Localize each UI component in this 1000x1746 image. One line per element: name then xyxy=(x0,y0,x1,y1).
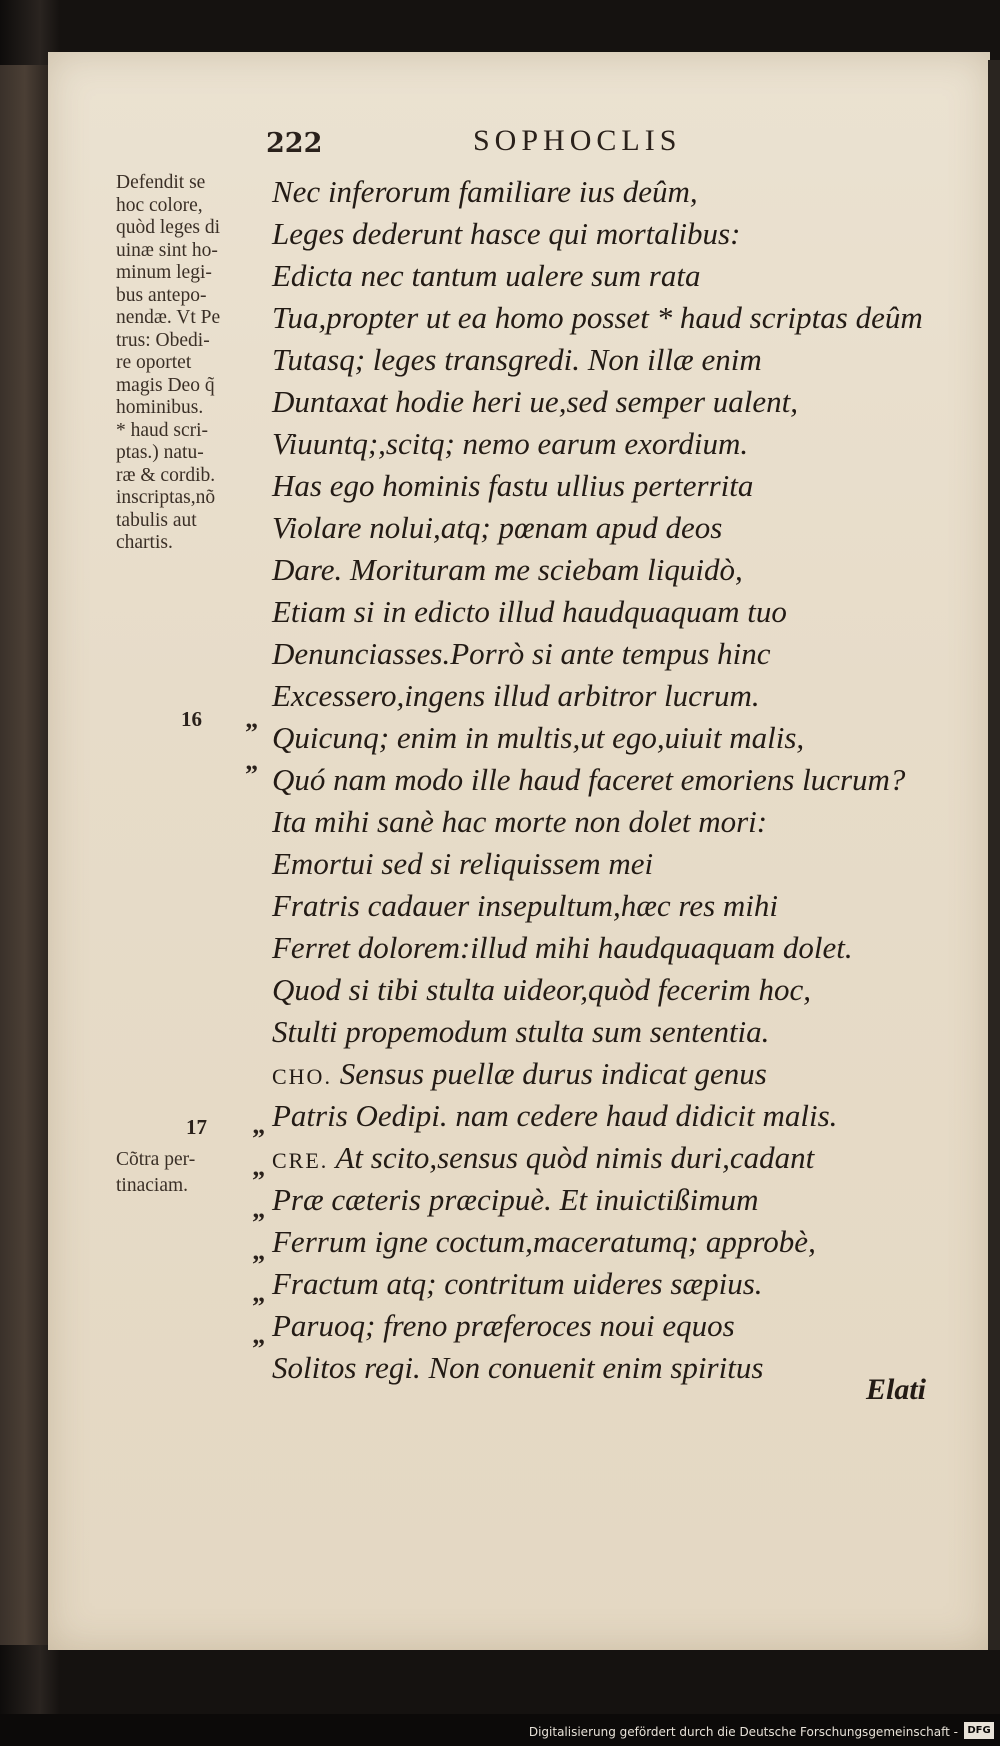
verse-line: Denunciasses.Porrò si ante tempus hinc xyxy=(272,636,771,671)
dfg-logo: DFG xyxy=(964,1722,994,1739)
margin-note-line: tabulis aut xyxy=(116,509,197,531)
line-number-16: 16 xyxy=(181,707,202,731)
verse-line: Ferrum igne coctum,maceratumq; approbè, xyxy=(272,1224,816,1259)
margin-note-line: * haud scri- xyxy=(116,419,209,441)
margin-note-pertinacity xyxy=(116,1147,256,1199)
speaker-label: CRE. xyxy=(272,1148,329,1173)
verse-line: Quod si tibi stulta uideor,quòd fecerim hoc, xyxy=(272,972,812,1007)
verse-line: Dare. Morituram me sciebam liquidò, xyxy=(272,552,743,587)
margin-note-line: chartis. xyxy=(116,532,173,553)
margin-note-line: Cõtra per- xyxy=(116,1149,196,1170)
verse-line: Viuuntq;,scitq; nemo earum exordium. xyxy=(272,426,749,461)
quote-mark: ” xyxy=(252,1292,265,1321)
running-head: SOPHOCLIS xyxy=(473,124,682,157)
verse-line: Fratris cadauer insepultum,hæc res mihi xyxy=(272,888,779,923)
line-number-17: 17 xyxy=(186,1115,207,1139)
verse-line: Ferret dolorem:illud mihi haudquaquam dolet. xyxy=(272,930,853,965)
catchword: Elati xyxy=(866,1373,927,1406)
margin-note-line: nendæ. Vt Pe xyxy=(116,307,221,328)
funding-notice: Digitalisierung gefördert durch die Deutsche Forschungsgemeinschaft - xyxy=(528,1725,958,1739)
page-number: 222 xyxy=(266,128,323,159)
quote-mark: ” xyxy=(252,1334,265,1363)
margin-note-line: magis Deo q̃ xyxy=(116,374,215,396)
verse-line-creon xyxy=(272,1137,952,1182)
margin-note-line: Defendit se xyxy=(116,172,206,193)
verse-line: Excessero,ingens illud arbitror lucrum. xyxy=(272,678,760,713)
margin-note-line: bus antepo- xyxy=(116,284,207,306)
page-header xyxy=(0,124,1000,168)
verse-line: Edicta nec tantum ualere sum rata xyxy=(272,258,701,293)
verse-line: Tutasq; leges transgredi. Non illæ enim xyxy=(272,342,762,377)
quote-mark: ” xyxy=(252,1124,265,1153)
margin-note-line: re oportet xyxy=(116,352,192,373)
verse-text: Sensus puellæ durus indicat genus xyxy=(339,1056,767,1091)
verse-line-chorus xyxy=(272,1053,952,1098)
margin-note-line: minum legi- xyxy=(116,262,212,283)
verse-line: Quicunq; enim in multis,ut ego,uiuit malis, xyxy=(272,720,805,755)
book-spine xyxy=(0,65,50,1645)
verse-text: At scito,sensus quòd nimis duri,cadant xyxy=(335,1140,815,1175)
verse-line: Emortui sed si reliquissem mei xyxy=(272,846,654,881)
quote-mark: ” xyxy=(252,1208,265,1237)
verse-line: Fractum atq; contritum uideres sæpius. xyxy=(272,1266,763,1301)
speaker-label: CHO. xyxy=(272,1064,332,1089)
margin-note-line: quòd leges di xyxy=(116,217,220,238)
margin-note-line: hominibus. xyxy=(116,397,204,418)
margin-note-line: inscriptas,nõ xyxy=(116,487,216,508)
margin-note-defense xyxy=(116,172,276,555)
verse-line: Stulti propemodum stulta sum sententia. xyxy=(272,1014,770,1049)
margin-note-line: uinæ sint ho- xyxy=(116,239,218,261)
margin-note-line: tinaciam. xyxy=(116,1175,189,1196)
margin-note-line: trus: Obedi- xyxy=(116,329,210,351)
quote-mark: ” xyxy=(252,1166,265,1195)
verse-line: Duntaxat hodie heri ue,sed semper ualent, xyxy=(272,384,799,419)
verse-line: Etiam si in edicto illud haudquaquam tuo xyxy=(272,594,787,629)
margin-note-line: ræ & cordib. xyxy=(116,464,216,486)
quote-mark: ” xyxy=(245,760,258,789)
verse-line: Paruoq; freno præferoces noui equos xyxy=(272,1308,735,1343)
verse-line: Tua,propter ut ea homo posset * haud scriptas deûm xyxy=(272,300,923,335)
margin-note-line: ptas.) natu- xyxy=(116,442,204,463)
verse-line: Quó nam modo ille haud faceret emoriens lucrum? xyxy=(272,762,906,797)
verse-line: Solitos regi. Non conuenit enim spiritus xyxy=(272,1350,764,1385)
quote-mark: ” xyxy=(245,718,258,747)
verse-line: Patris Oedipi. nam cedere haud didicit malis. xyxy=(272,1098,838,1133)
verse-line: Has ego hominis fastu ullius perterrita xyxy=(272,468,754,503)
quote-mark: ” xyxy=(252,1250,265,1279)
page-edge xyxy=(988,60,1000,1650)
margin-note-line: hoc colore, xyxy=(116,194,203,216)
verse-line: Præ cæteris præcipuè. Et inuictißimum xyxy=(272,1182,759,1217)
verse-line: Nec inferorum familiare ius deûm, xyxy=(272,174,698,209)
verse-line: Violare nolui,atq; pœnam apud deos xyxy=(272,510,723,545)
verse-line: Leges dederunt hasce qui mortalibus: xyxy=(272,216,741,251)
verse-line: Ita mihi sanè hac morte non dolet mori: xyxy=(272,804,768,839)
